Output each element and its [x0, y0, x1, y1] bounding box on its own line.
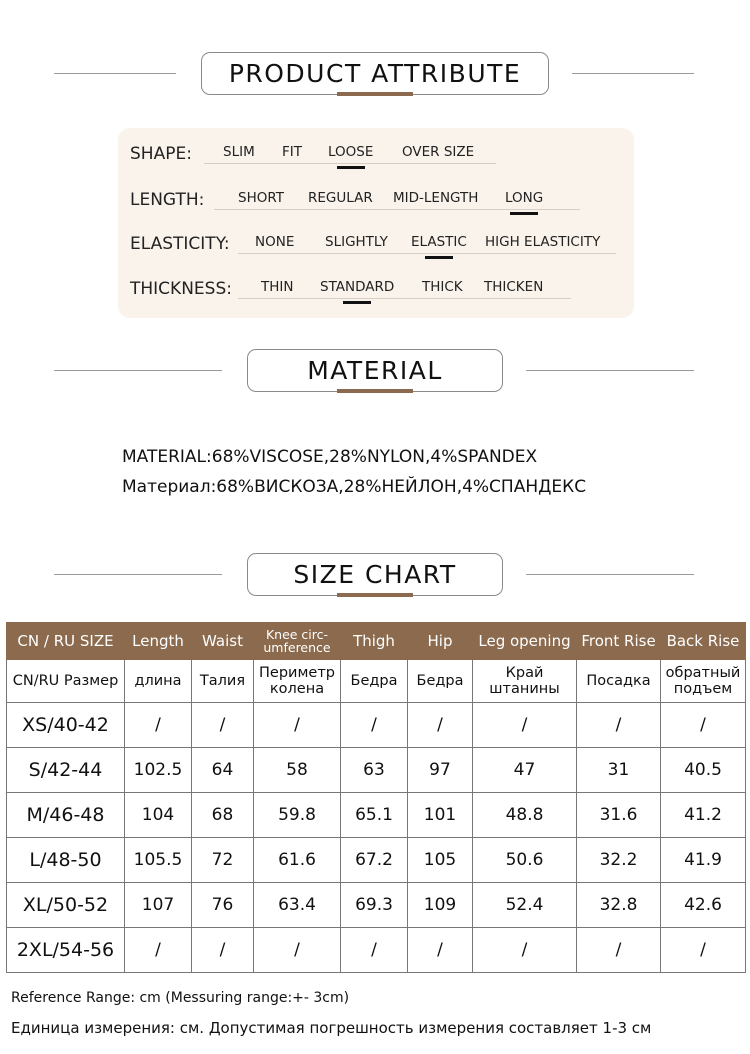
column-header-ru: Посадка — [577, 660, 661, 703]
attribute-option-selected: STANDARD — [320, 279, 395, 295]
table-row — [7, 838, 746, 883]
size-label-cell: XS/40-42 — [7, 703, 125, 748]
size-label-cell: L/48-50 — [7, 838, 125, 883]
column-header-ru: Периметр колена — [254, 660, 341, 703]
attribute-option: NONE — [255, 234, 295, 250]
attribute-option: OVER SIZE — [402, 144, 475, 160]
table-cell: / — [125, 928, 192, 973]
attribute-option: REGULAR — [308, 190, 373, 206]
attribute-option-selected: LOOSE — [328, 144, 374, 160]
attribute-option-selected: ELASTIC — [411, 234, 467, 250]
table-cell: / — [192, 703, 254, 748]
size-title-underbar — [337, 593, 413, 597]
table-cell: 52.4 — [473, 883, 577, 928]
table-cell: 104 — [125, 793, 192, 838]
table-cell: / — [577, 928, 661, 973]
attribute-option-selected: LONG — [505, 190, 544, 206]
table-cell: 58 — [254, 748, 341, 793]
attribute-option: SLIGHTLY — [325, 234, 388, 250]
attribute-option: SLIM — [223, 144, 255, 160]
table-cell: / — [408, 703, 473, 748]
table-row — [7, 748, 746, 793]
attribute-panel — [118, 128, 634, 318]
material-title-underbar — [337, 389, 413, 393]
size-header-row-ru — [7, 660, 746, 703]
table-cell: / — [254, 703, 341, 748]
table-cell: 41.9 — [661, 838, 746, 883]
table-cell: 105 — [408, 838, 473, 883]
material-divider-left — [54, 370, 222, 371]
column-header-ru: длина — [125, 660, 192, 703]
table-row — [7, 703, 746, 748]
column-header: Front Rise — [577, 623, 661, 660]
table-cell: / — [661, 703, 746, 748]
table-cell: 42.6 — [661, 883, 746, 928]
attribute-label: ELASTICITY: — [130, 234, 230, 254]
material-text-ru: Материал:68%ВИСКОЗА,28%НЕЙЛОН,4%СПАНДЕКС — [122, 477, 587, 497]
table-cell: 72 — [192, 838, 254, 883]
table-cell: / — [192, 928, 254, 973]
attribute-option: THICK — [422, 279, 463, 295]
attribute-row-elasticity — [130, 234, 630, 264]
table-cell: 32.2 — [577, 838, 661, 883]
material-divider-right — [526, 370, 694, 371]
table-cell: 61.6 — [254, 838, 341, 883]
table-cell: 48.8 — [473, 793, 577, 838]
table-cell: 64 — [192, 748, 254, 793]
attribute-divider-right — [572, 73, 694, 74]
attribute-option: HIGH ELASTICITY — [485, 234, 601, 250]
column-header: Back Rise — [661, 623, 746, 660]
table-cell: 68 — [192, 793, 254, 838]
table-cell: / — [473, 703, 577, 748]
table-cell: 40.5 — [661, 748, 746, 793]
size-section-title: SIZE CHART — [293, 560, 457, 589]
table-cell: 59.8 — [254, 793, 341, 838]
table-cell: 47 — [473, 748, 577, 793]
table-cell: / — [408, 928, 473, 973]
attribute-section-header — [201, 52, 549, 95]
size-chart-table — [6, 622, 746, 973]
size-section-header — [247, 553, 503, 596]
attribute-option: SHORT — [238, 190, 284, 206]
column-header-ru: Бедра — [341, 660, 408, 703]
attribute-option: THIN — [261, 279, 294, 295]
attribute-row-shape — [130, 144, 630, 174]
column-header: Hip — [408, 623, 473, 660]
column-header: Knee circ-umference — [254, 623, 341, 660]
column-header-ru: CN/RU Размер — [7, 660, 125, 703]
attribute-option: FIT — [282, 144, 302, 160]
table-cell: / — [341, 928, 408, 973]
attribute-label: SHAPE: — [130, 144, 192, 164]
attribute-row-rule — [204, 163, 496, 164]
table-cell: 101 — [408, 793, 473, 838]
table-row — [7, 793, 746, 838]
table-cell: / — [577, 703, 661, 748]
attribute-option: THICKEN — [484, 279, 544, 295]
table-cell: 50.6 — [473, 838, 577, 883]
column-header-ru: Талия — [192, 660, 254, 703]
attribute-row-rule — [238, 253, 616, 254]
size-divider-left — [54, 574, 222, 575]
size-label-cell: XL/50-52 — [7, 883, 125, 928]
table-cell: 102.5 — [125, 748, 192, 793]
column-header-ru: Край штанины — [473, 660, 577, 703]
column-header: Waist — [192, 623, 254, 660]
material-text-en: MATERIAL:68%VISCOSE,28%NYLON,4%SPANDEX — [122, 447, 538, 467]
table-cell: / — [254, 928, 341, 973]
attribute-row-rule — [214, 209, 580, 210]
table-cell: 31 — [577, 748, 661, 793]
table-cell: 32.8 — [577, 883, 661, 928]
table-cell: 31.6 — [577, 793, 661, 838]
table-row — [7, 928, 746, 973]
table-cell: 65.1 — [341, 793, 408, 838]
attribute-option: MID-LENGTH — [393, 190, 479, 206]
attribute-section-title: PRODUCT ATTRIBUTE — [228, 59, 522, 88]
table-cell: 67.2 — [341, 838, 408, 883]
column-header: CN / RU SIZE — [7, 623, 125, 660]
material-section-title: MATERIAL — [307, 356, 443, 385]
footnote-ru: Единица измерения: см. Допустимая погрешность измерения составляет 1-3 см — [11, 1019, 652, 1037]
table-cell: 76 — [192, 883, 254, 928]
table-cell: / — [341, 703, 408, 748]
attribute-row-length — [130, 190, 630, 220]
footnote-en: Reference Range: cm (Messuring range:+- 3cm) — [11, 990, 350, 1006]
table-cell: / — [473, 928, 577, 973]
material-section-header — [247, 349, 503, 392]
column-header-ru: обратный подъем — [661, 660, 746, 703]
table-cell: / — [125, 703, 192, 748]
table-cell: 97 — [408, 748, 473, 793]
column-header-ru: Бедра — [408, 660, 473, 703]
table-cell: 105.5 — [125, 838, 192, 883]
column-header: Thigh — [341, 623, 408, 660]
attribute-label: LENGTH: — [130, 190, 205, 210]
size-label-cell: M/46-48 — [7, 793, 125, 838]
size-label-cell: 2XL/54-56 — [7, 928, 125, 973]
table-cell: 41.2 — [661, 793, 746, 838]
column-header: Length — [125, 623, 192, 660]
size-divider-right — [526, 574, 694, 575]
column-header: Leg opening — [473, 623, 577, 660]
attribute-label: THICKNESS: — [130, 279, 232, 299]
attribute-title-underbar — [337, 92, 413, 96]
table-cell: 69.3 — [341, 883, 408, 928]
size-label-cell: S/42-44 — [7, 748, 125, 793]
attribute-row-thickness — [130, 279, 630, 309]
table-cell: 63 — [341, 748, 408, 793]
table-cell: / — [661, 928, 746, 973]
table-cell: 107 — [125, 883, 192, 928]
attribute-row-rule — [238, 298, 571, 299]
table-cell: 109 — [408, 883, 473, 928]
table-cell: 63.4 — [254, 883, 341, 928]
attribute-divider-left — [54, 73, 176, 74]
size-header-row-en — [7, 623, 746, 660]
table-row — [7, 883, 746, 928]
